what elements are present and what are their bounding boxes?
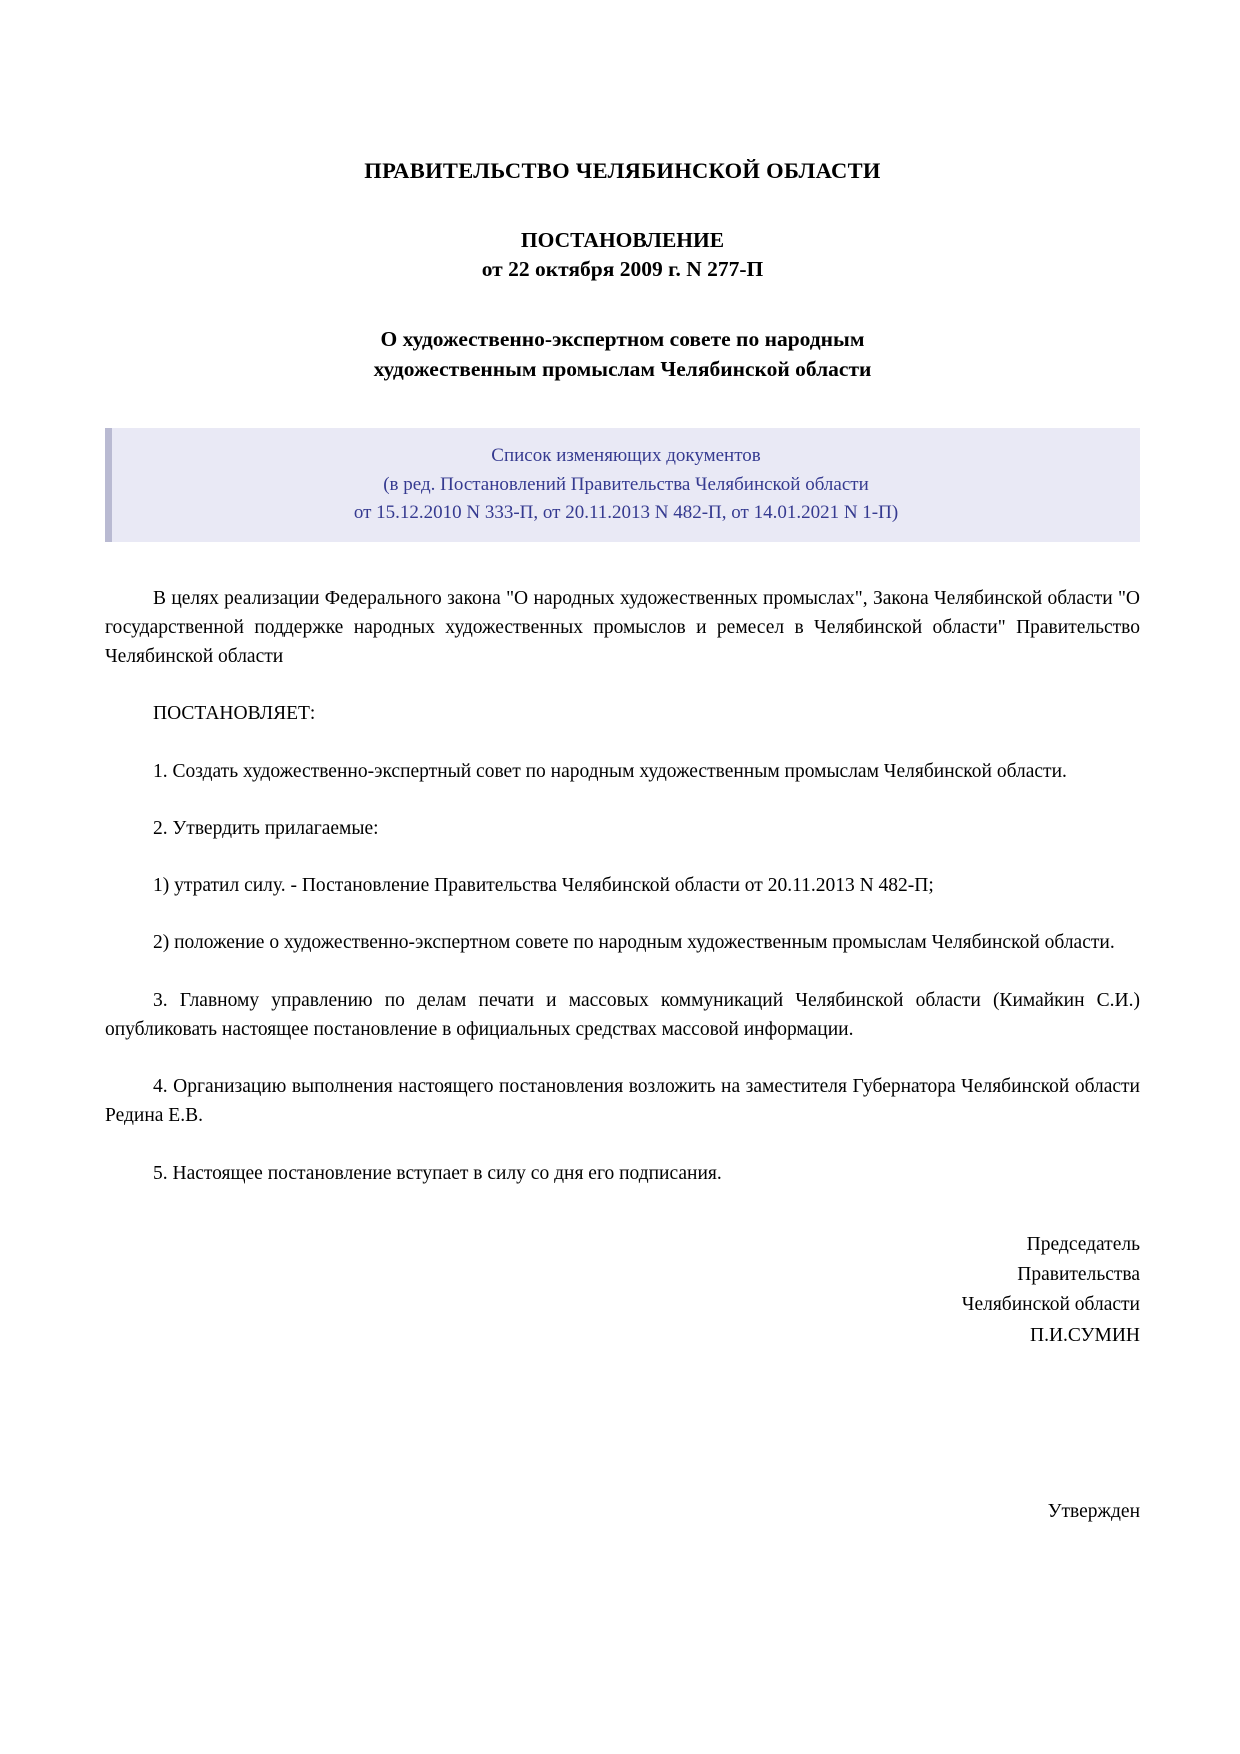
signature-line-title-1: Председатель [1026,1233,1140,1255]
signature-line-name: П.И.СУМИН [1030,1324,1140,1346]
body-paragraph-item-2-1: 1) утратил силу. - Постановление Правительства Челябинской области от 20.11.2013 N 482-П; [153,875,934,897]
amendments-line-2: (в ред. Постановлений Правительства Челябинской области [383,473,869,495]
body-paragraph-resolves: ПОСТАНОВЛЯЕТ: [153,703,316,725]
amendments-line-1: Список изменяющих документов [491,445,761,467]
body-paragraph-preamble: В целях реализации Федерального закона "О народных художественных промыслах", Закона Челябинской области "О государственной поддержке народных художественных промыслов и ремесел в Челябинской области" Правительство Челябинской области [105,587,1140,668]
body-paragraph-item-1: 1. Создать художественно-экспертный совет по народным художественным промыслам Челябинской области. [153,760,1067,782]
doc-subject [105,324,1140,384]
body-paragraph-item-3: 3. Главному управлению по делам печати и массовых коммуникаций Челябинской области (Кимайкин С.И.) опубликовать настоящее постановление в официальных средствах массовой информации. [105,989,1140,1040]
doc-subject-line-1: О художественно-экспертном совете по народным [380,327,865,352]
doc-date-number: от 22 октября 2009 г. N 277-П [481,257,764,282]
signature-line-title-2: Правительства [1017,1264,1140,1286]
doc-subject-line-2: художественным промыслам Челябинской области [373,357,872,382]
body-paragraph-item-4: 4. Организацию выполнения настоящего постановления возложить на заместителя Губернатора Челябинской области Редина Е.В. [105,1076,1140,1127]
approved-label: Утвержден [1047,1500,1140,1522]
doc-type: ПОСТАНОВЛЕНИЕ [520,228,725,252]
body-paragraph-item-2-2: 2) положение о художественно-экспертном совете по народным художественным промыслам Челябинской области. [153,932,1115,954]
signature-line-title-3: Челябинской области [961,1294,1140,1316]
body-paragraph-item-2: 2. Утвердить прилагаемые: [153,817,379,839]
amendments-box [105,428,1140,542]
amendments-line-3: от 15.12.2010 N 333-П, от 20.11.2013 N 482-П, от 14.01.2021 N 1-П) [353,502,899,524]
doc-authority: ПРАВИТЕЛЬСТВО ЧЕЛЯБИНСКОЙ ОБЛАСТИ [364,158,881,183]
signature-block [105,1230,1140,1351]
body-paragraph-item-5: 5. Настоящее постановление вступает в силу со дня его подписания. [153,1162,722,1184]
